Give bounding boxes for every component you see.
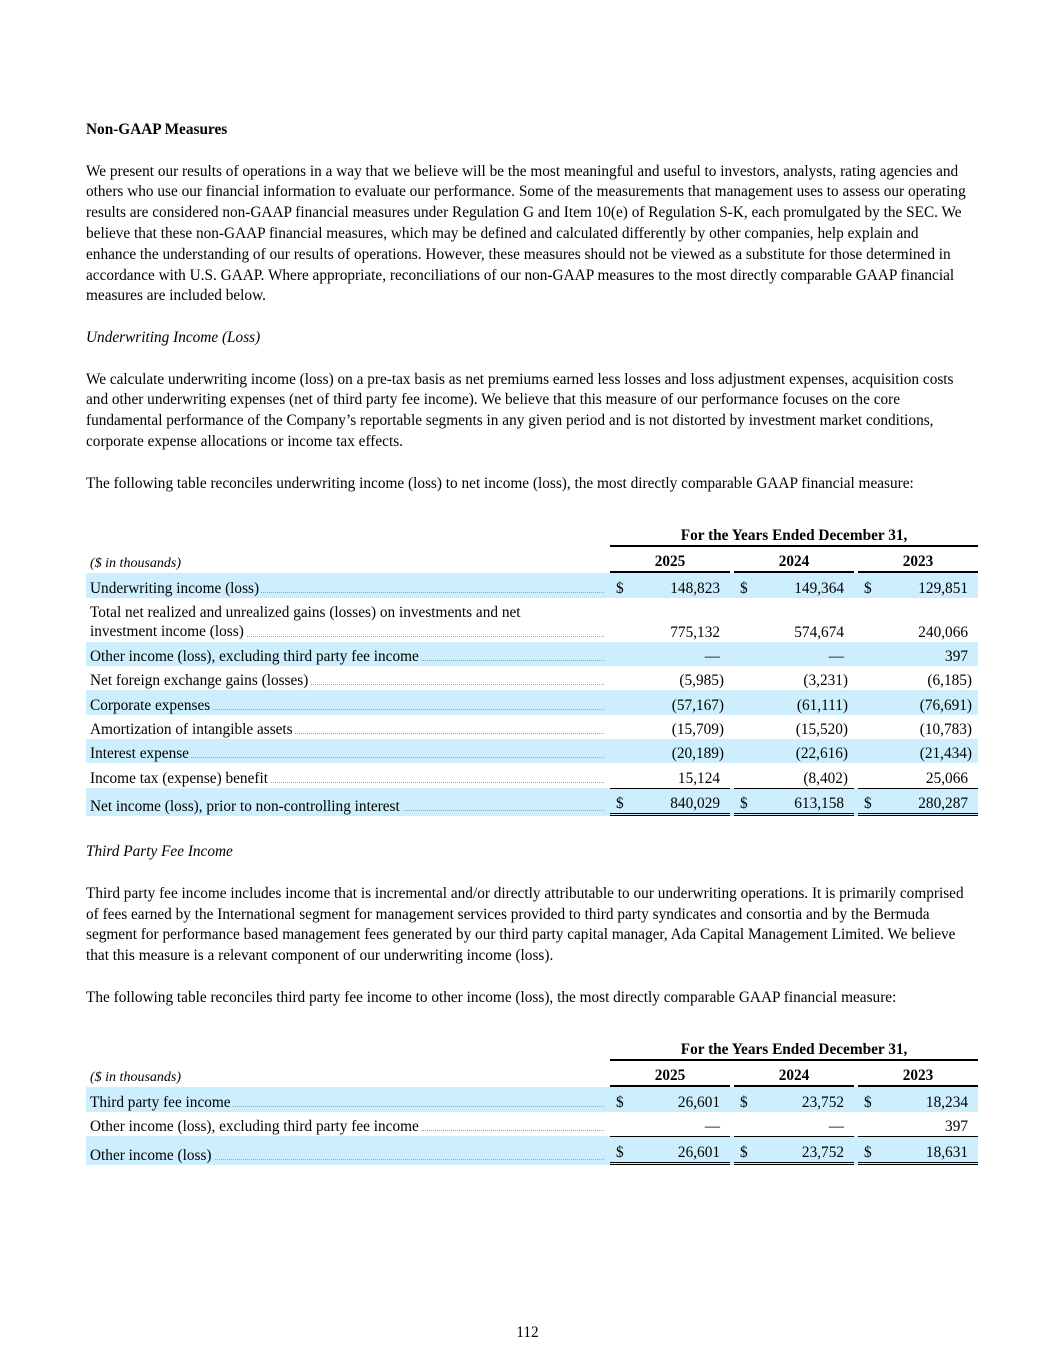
value-2023: (6,185): [927, 672, 972, 690]
value-2024: 149,364: [750, 573, 848, 597]
value-2024: —: [828, 1118, 844, 1136]
currency-symbol: $: [734, 573, 750, 597]
value-2025: (15,709): [671, 721, 724, 739]
table-row-total: [86, 788, 978, 816]
value-2024: 574,674: [794, 623, 844, 641]
third-party-paragraph: Third party fee income includes income that is incremental and/or directly attributable to our underwriting operations. It is primarily comprised of fees earned by the International segment for management services provided to third party syndicates and consortia and by the Bermuda segment for performance based management fees generated by our third party capital manager, Ada Capital Management Limited. We believe that this measure is a relevant component of our underwriting income (loss).: [86, 884, 964, 965]
value-2025: —: [626, 642, 724, 666]
row-label-line1: Total net realized and unrealized gains (losses) on investments and net: [90, 603, 521, 621]
table-header-period: [86, 1035, 978, 1061]
value-2025: 26,601: [626, 1136, 724, 1164]
value-2024: 23,752: [750, 1087, 848, 1111]
currency-symbol: $: [734, 1087, 750, 1111]
value-2025: 840,029: [626, 788, 724, 816]
table-row: [86, 690, 978, 714]
value-2024: 613,158: [750, 788, 848, 816]
row-label: Other income (loss), excluding third party fee income: [90, 647, 419, 665]
page-number: 112: [516, 1324, 539, 1341]
year-header: 2023: [858, 1061, 978, 1087]
value-2024: (8,402): [803, 769, 848, 787]
row-label: Underwriting income (loss): [90, 579, 260, 597]
year-header: 2025: [610, 547, 730, 573]
row-label: Corporate expenses: [90, 696, 211, 714]
value-2023: 129,851: [874, 573, 972, 597]
currency-symbol: $: [858, 573, 874, 597]
value-2025: 775,132: [670, 623, 720, 641]
value-2024: 23,752: [750, 1136, 848, 1164]
third-party-reconciliation-table: [86, 1035, 978, 1165]
currency-symbol: $: [858, 1136, 874, 1164]
intro-paragraph: We present our results of operations in a way that we believe will be the most meaningful and useful to investors, analysts, rating agencies and others who use our financial information to evaluate our performance. Some of the measurements that management uses to assess our operating results are considered non-GAAP financial measures under Regulation G and Item 10(e) of Regulation S-K, each promulgated by the SEC. We believe that these non-GAAP financial measures, which may be defined and calculated differently by other companies, help explain and enhance the understanding of our results of operations. However, these measures should not be viewed as a substitute for those determined in accordance with U.S. GAAP. Where appropriate, reconciliations of our non-GAAP measures to the most directly comparable GAAP financial measures are included below.: [86, 162, 966, 305]
row-label: Third party fee income: [90, 1093, 231, 1111]
value-2024: —: [750, 642, 848, 666]
row-label: Other income (loss), excluding third party fee income: [90, 1118, 419, 1136]
units-label: ($ in thousands): [90, 1070, 181, 1086]
value-2023: (10,783): [919, 721, 972, 739]
row-label: Net foreign exchange gains (losses): [90, 672, 309, 690]
underwriting-subtitle: Underwriting Income (Loss): [86, 328, 261, 346]
table-row: [86, 1087, 978, 1111]
underwriting-reconciliation-table: [86, 520, 978, 816]
currency-symbol: $: [734, 788, 750, 816]
value-2023: 240,066: [918, 623, 968, 641]
value-2025: —: [704, 1118, 720, 1136]
table-row: [86, 763, 978, 787]
value-2023: (21,434): [874, 739, 972, 763]
value-2023: 280,287: [874, 788, 972, 816]
value-2024: (15,520): [795, 721, 848, 739]
section-title: Non-GAAP Measures: [86, 121, 228, 138]
value-2024: (61,111): [750, 690, 848, 714]
value-2024: (22,616): [750, 739, 848, 763]
year-header: 2023: [858, 547, 978, 573]
value-2023: 18,234: [874, 1087, 972, 1111]
table-header-years: [86, 1061, 978, 1087]
third-party-subtitle: Third Party Fee Income: [86, 843, 233, 861]
value-2025: (57,167): [626, 690, 724, 714]
currency-symbol: $: [858, 788, 874, 816]
row-label: Income tax (expense) benefit: [90, 769, 268, 787]
currency-symbol: $: [610, 1136, 626, 1164]
value-2025: (5,985): [679, 672, 724, 690]
value-2023: 25,066: [925, 769, 968, 787]
currency-symbol: $: [858, 1087, 874, 1111]
value-2025: 15,124: [677, 769, 720, 787]
value-2025: (20,189): [626, 739, 724, 763]
table-row-total: [86, 1136, 978, 1164]
table-row: [86, 739, 978, 763]
value-2023: 397: [945, 1118, 968, 1136]
currency-symbol: $: [610, 1087, 626, 1111]
table-row: [86, 573, 978, 597]
underwriting-table-intro: The following table reconciles underwriting income (loss) to net income (loss), the most directly comparable GAAP financial measure:: [86, 474, 914, 492]
units-label: ($ in thousands): [90, 556, 181, 572]
value-2023: 18,631: [874, 1136, 972, 1164]
table-row: [86, 666, 978, 690]
currency-symbol: $: [610, 788, 626, 816]
value-2023: 397: [874, 642, 972, 666]
row-label: Net income (loss), prior to non-controlling interest: [90, 798, 400, 816]
value-2025: 148,823: [626, 573, 724, 597]
document-page: [86, 120, 970, 1165]
row-label: Other income (loss): [90, 1146, 212, 1164]
underwriting-paragraph: We calculate underwriting income (loss) on a pre-tax basis as net premiums earned less losses and loss adjustment expenses, acquisition costs and other underwriting expenses (net of third party fee income). We believe that this measure of our performance focuses on the core fundamental performance of the Company’s reportable segments in any given period and is not distorted by investment market conditions, corporate expense allocations or income tax effects.: [86, 370, 954, 450]
value-2025: 26,601: [626, 1087, 724, 1111]
table-row: [86, 715, 978, 739]
table-header-period: [86, 520, 978, 546]
period-header: For the Years Ended December 31,: [610, 1035, 978, 1061]
year-header: 2024: [734, 547, 854, 573]
currency-symbol: $: [610, 573, 626, 597]
value-2024: (3,231): [803, 672, 848, 690]
table-header-years: [86, 547, 978, 573]
row-label-line2: investment income (loss): [90, 623, 244, 641]
third-party-table-intro: The following table reconciles third party fee income to other income (loss), the most directly comparable GAAP financial measure:: [86, 988, 897, 1006]
value-2023: (76,691): [874, 690, 972, 714]
row-label: Interest expense: [90, 745, 189, 763]
year-header: 2024: [734, 1061, 854, 1087]
currency-symbol: $: [734, 1136, 750, 1164]
period-header: For the Years Ended December 31,: [610, 520, 978, 546]
row-label: Amortization of intangible assets: [90, 721, 293, 739]
year-header: 2025: [610, 1061, 730, 1087]
table-row: [86, 1112, 978, 1136]
table-row: [86, 598, 978, 642]
table-row: [86, 642, 978, 666]
